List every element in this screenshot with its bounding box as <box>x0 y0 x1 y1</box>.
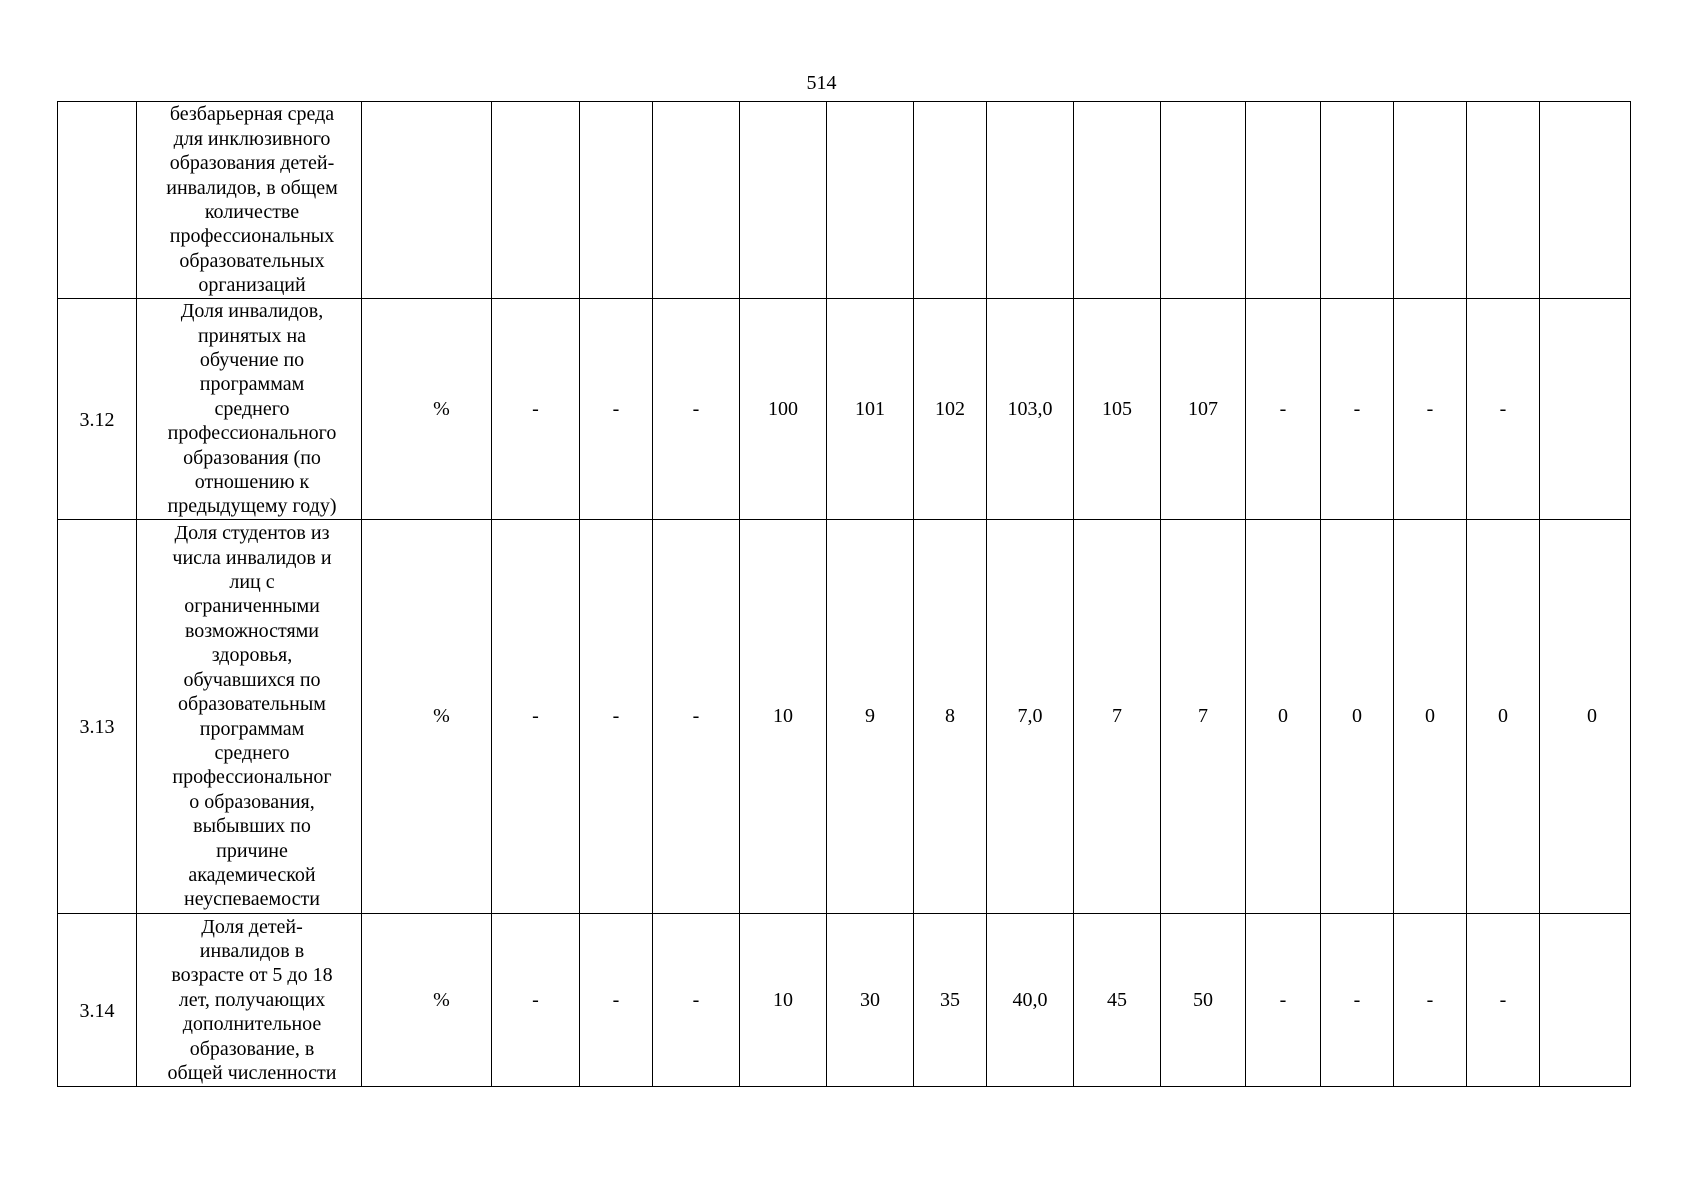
value-cell <box>580 102 653 299</box>
value-cell: - <box>580 520 653 914</box>
indicator-name-line: лет, получающих <box>178 988 326 1011</box>
value-cell <box>827 102 914 299</box>
value-cell <box>1246 102 1321 299</box>
indicator-name-line: обучение по <box>199 348 305 371</box>
value-cell <box>492 102 580 299</box>
value-cell: 101 <box>827 299 914 520</box>
indicator-name <box>137 914 362 1087</box>
indicator-name-line: возможностями <box>184 619 319 642</box>
value-cell: 9 <box>827 520 914 914</box>
value-cell: 0 <box>1394 520 1467 914</box>
indicator-name <box>137 520 362 914</box>
unit-cell: % <box>362 299 492 520</box>
value-cell: - <box>492 914 580 1087</box>
value-cell: 7,0 <box>987 520 1074 914</box>
indicator-name-line: безбарьерная среда <box>169 103 335 126</box>
value-cell <box>1074 102 1161 299</box>
indicator-name-line: образования (по <box>183 446 321 469</box>
value-cell: 45 <box>1074 914 1161 1087</box>
indicator-name-line: дополнительное <box>182 1013 322 1036</box>
table-row <box>58 914 1631 1087</box>
indicator-name-line: принятых на <box>197 324 307 347</box>
value-cell: 35 <box>914 914 987 1087</box>
page-number: 514 <box>806 72 837 94</box>
value-cell <box>653 102 740 299</box>
row-number: 3.13 <box>58 520 137 914</box>
value-cell: 7 <box>1161 520 1246 914</box>
value-cell: - <box>1321 914 1394 1087</box>
last-value-cell <box>1540 102 1631 299</box>
indicator-name-line: среднего <box>214 397 290 420</box>
value-cell: 8 <box>914 520 987 914</box>
value-cell: - <box>653 914 740 1087</box>
value-cell: 10 <box>740 914 827 1087</box>
value-cell: 103,0 <box>987 299 1074 520</box>
value-cell: - <box>580 299 653 520</box>
indicator-name-line: программам <box>199 373 305 396</box>
value-cell: - <box>580 914 653 1087</box>
indicator-name-line: инвалидов в <box>199 939 305 962</box>
table-row <box>58 102 1631 299</box>
value-cell: - <box>492 520 580 914</box>
value-cell: 30 <box>827 914 914 1087</box>
indicator-name-line: академической <box>188 863 316 886</box>
row-number <box>58 102 137 299</box>
indicator-name-line: возрасте от 5 до 18 <box>171 964 333 987</box>
indicator-name-line: среднего <box>214 741 290 764</box>
indicator-name-line: выбывших по <box>193 815 311 838</box>
value-cell: 40,0 <box>987 914 1074 1087</box>
indicator-name-line: для инклюзивного <box>173 127 331 150</box>
indicator-name-line: организаций <box>198 274 306 297</box>
value-cell <box>914 102 987 299</box>
indicator-name-line: отношению к <box>194 471 310 494</box>
indicator-name-line: обучавшихся по <box>183 668 321 691</box>
value-cell: 7 <box>1074 520 1161 914</box>
unit-cell: % <box>362 520 492 914</box>
indicator-name-line: лиц с <box>229 571 275 594</box>
indicator-name-line: общей численности <box>167 1062 337 1085</box>
indicator-name-line: инвалидов, в общем <box>166 176 338 199</box>
value-cell: - <box>653 520 740 914</box>
last-value-cell <box>1540 299 1631 520</box>
value-cell: 100 <box>740 299 827 520</box>
last-value-cell <box>1540 914 1631 1087</box>
value-cell <box>1321 102 1394 299</box>
value-cell: 107 <box>1161 299 1246 520</box>
indicators-table <box>57 101 1631 1087</box>
value-cell: - <box>1246 299 1321 520</box>
value-cell <box>1161 102 1246 299</box>
value-cell: - <box>653 299 740 520</box>
indicator-name-line: числа инвалидов и <box>172 546 332 569</box>
indicator-name-line: программам <box>199 717 305 740</box>
value-cell: - <box>1321 299 1394 520</box>
indicator-name-line: неуспеваемости <box>184 888 320 911</box>
value-cell <box>1394 102 1467 299</box>
row-number: 3.14 <box>58 914 137 1087</box>
last-value-cell: 0 <box>1540 520 1631 914</box>
value-cell: - <box>1246 914 1321 1087</box>
indicator-name-line: количестве <box>204 201 300 223</box>
indicator-name-line: причине <box>216 839 288 862</box>
value-cell: 105 <box>1074 299 1161 520</box>
value-cell: - <box>492 299 580 520</box>
indicator-name <box>137 102 362 299</box>
indicator-name-line: образование, в <box>189 1037 315 1060</box>
unit-cell <box>362 102 492 299</box>
value-cell: - <box>1467 299 1540 520</box>
indicator-name-line: Доля инвалидов, <box>180 300 324 323</box>
value-cell: 10 <box>740 520 827 914</box>
value-cell: 0 <box>1321 520 1394 914</box>
indicator-name-line: предыдущему году) <box>167 495 337 518</box>
unit-cell: % <box>362 914 492 1087</box>
indicator-name-line: о образования, <box>189 790 315 813</box>
indicator-name-line: образовательным <box>178 693 326 716</box>
table-row <box>58 520 1631 914</box>
indicator-name-line: профессиональных <box>169 225 335 248</box>
indicator-name <box>137 299 362 520</box>
row-number: 3.12 <box>58 299 137 520</box>
indicator-name-line: профессионального <box>167 422 337 445</box>
indicator-name-line: ограниченными <box>184 595 320 618</box>
indicator-name-line: здоровья, <box>211 644 293 667</box>
indicator-name-line: Доля детей- <box>201 915 303 938</box>
value-cell: 102 <box>914 299 987 520</box>
value-cell: - <box>1394 299 1467 520</box>
indicator-name-line: образовательных <box>179 249 325 272</box>
value-cell: 50 <box>1161 914 1246 1087</box>
table-row <box>58 299 1631 520</box>
indicator-name-line: Доля студентов из <box>174 522 330 545</box>
value-cell <box>987 102 1074 299</box>
value-cell: 0 <box>1246 520 1321 914</box>
value-cell: - <box>1467 914 1540 1087</box>
value-cell <box>740 102 827 299</box>
value-cell: - <box>1394 914 1467 1087</box>
value-cell: 0 <box>1467 520 1540 914</box>
indicator-name-line: образования детей- <box>169 152 335 175</box>
value-cell <box>1467 102 1540 299</box>
indicator-name-line: профессиональног <box>172 766 332 789</box>
